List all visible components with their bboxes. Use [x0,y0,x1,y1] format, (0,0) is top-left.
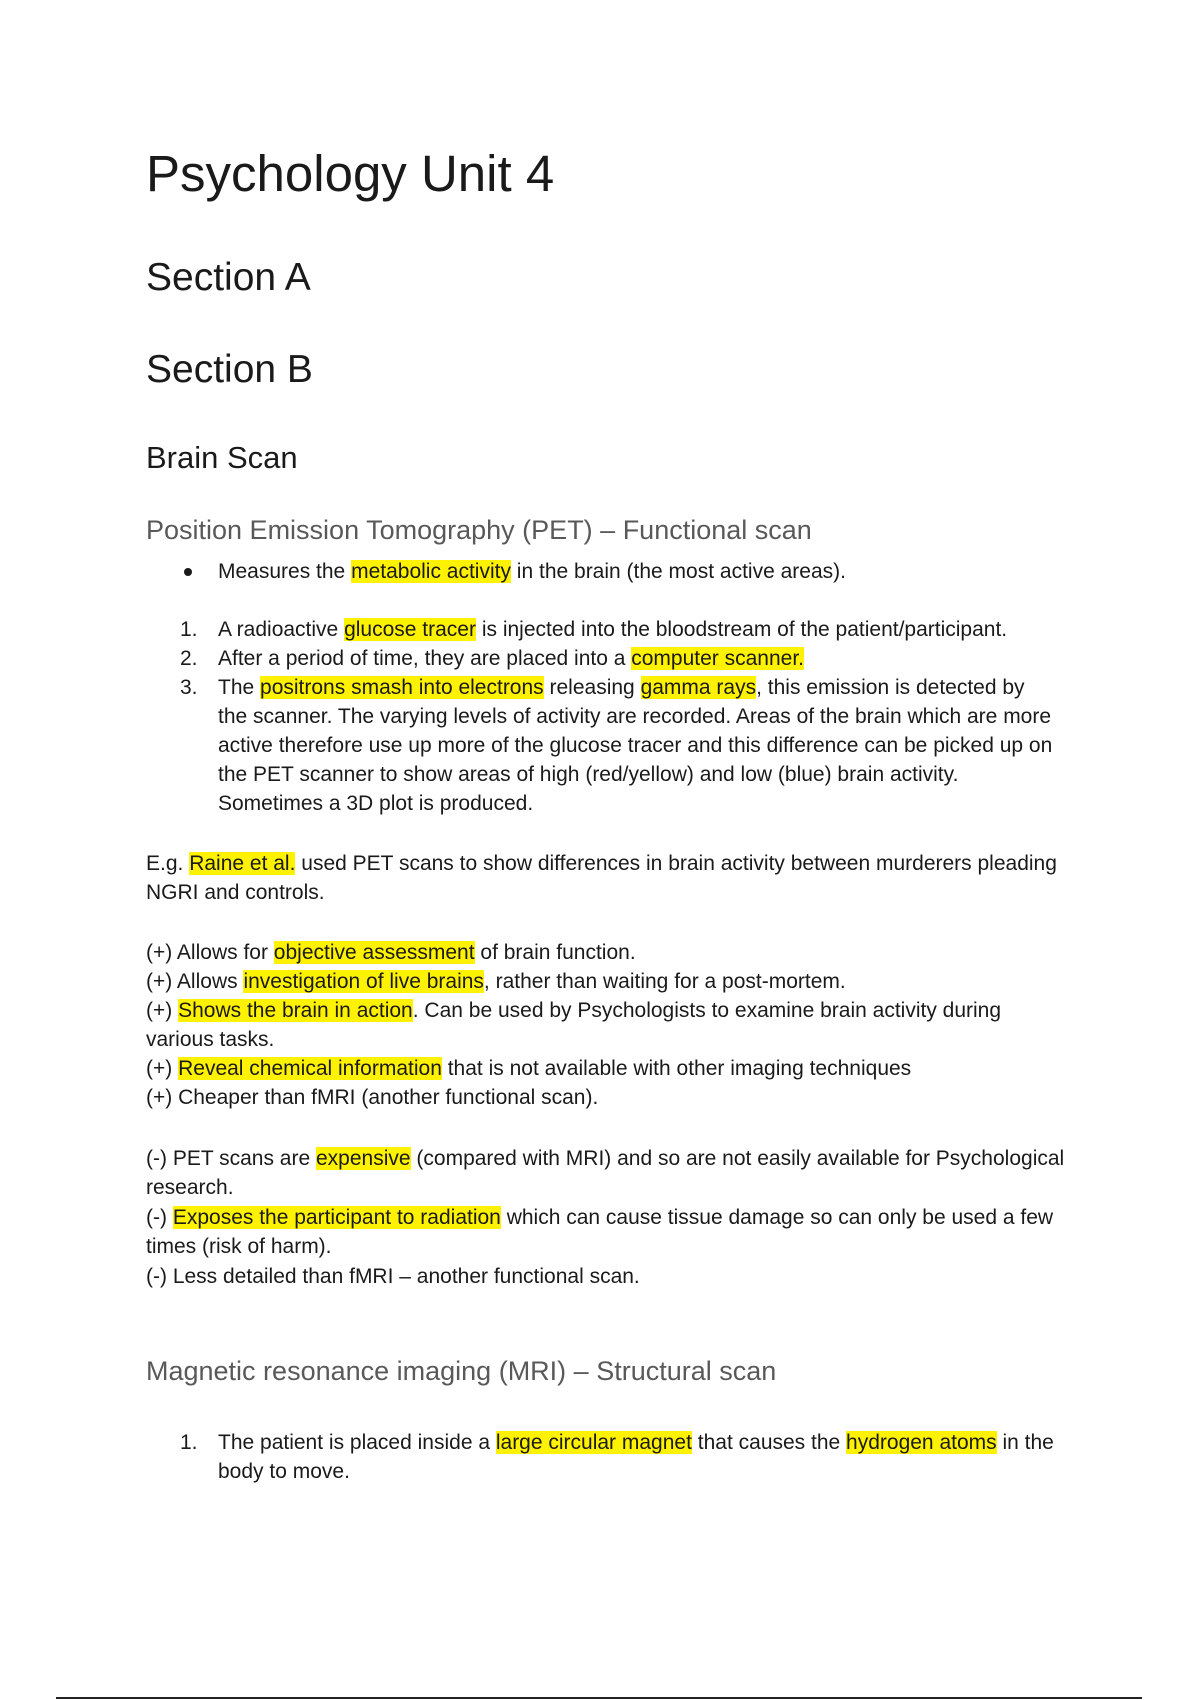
section-b-heading: Section B [146,348,313,391]
brain-scan-heading: Brain Scan [146,440,298,475]
pet-step-1: 1. A radioactive glucose tracer is injected into the bloodstream of the patient/participant. [180,618,1008,641]
pet-example: E.g. Raine et al. used PET scans to show differences in brain activity between murderers pleading NGRI and controls. [146,852,1057,904]
mri-step-1: 1. The patient is placed inside a large circular magnet that causes the hydrogen atoms in the body to move. [180,1431,1054,1483]
section-a-heading: Section A [146,256,311,299]
strength-5: (+) Cheaper than fMRI (another functional scan). [146,1086,599,1109]
pet-heading: Position Emission Tomography (PET) – Functional scan [146,515,812,545]
strength-1: (+) Allows for objective assessment of brain function. [146,941,636,964]
strength-4: (+) Reveal chemical information that is not available with other imaging techniques [146,1057,912,1080]
strength-3: (+) Shows the brain in action. Can be used by Psychologists to examine brain activity during various tasks. [146,999,1002,1051]
page-title: Psychology Unit 4 [146,145,555,202]
mri-heading: Magnetic resonance imaging (MRI) – Structural scan [146,1356,777,1386]
pet-step-2: 2. After a period of time, they are placed into a computer scanner. [180,647,804,670]
bullet-dot-icon [184,568,192,576]
strength-2: (+) Allows investigation of live brains, rather than waiting for a post-mortem. [146,970,846,993]
pet-bullet: Measures the metabolic activity in the brain (the most active areas). [146,557,1066,586]
weakness-2: (-) Exposes the participant to radiation which can cause tissue damage so can only be used a few times (risk of harm). [146,1206,1054,1258]
pet-step-3: 3. The positrons smash into electrons releasing gamma rays, this emission is detected by the scanner. The varying levels of activity are recorded. Areas of the brain which are more active therefore use up more of the glucose tracer and this difference can be picked up on the PET scanner to show areas of high (red/yellow) and low (blue) brain activity. Sometimes a 3D plot is produced. [180,676,1053,815]
page-bottom-rule [56,1697,1142,1699]
weakness-3: (-) Less detailed than fMRI – another functional scan. [146,1265,640,1288]
weakness-1: (-) PET scans are expensive (compared with MRI) and so are not easily available for Psychological research. [146,1147,1065,1199]
